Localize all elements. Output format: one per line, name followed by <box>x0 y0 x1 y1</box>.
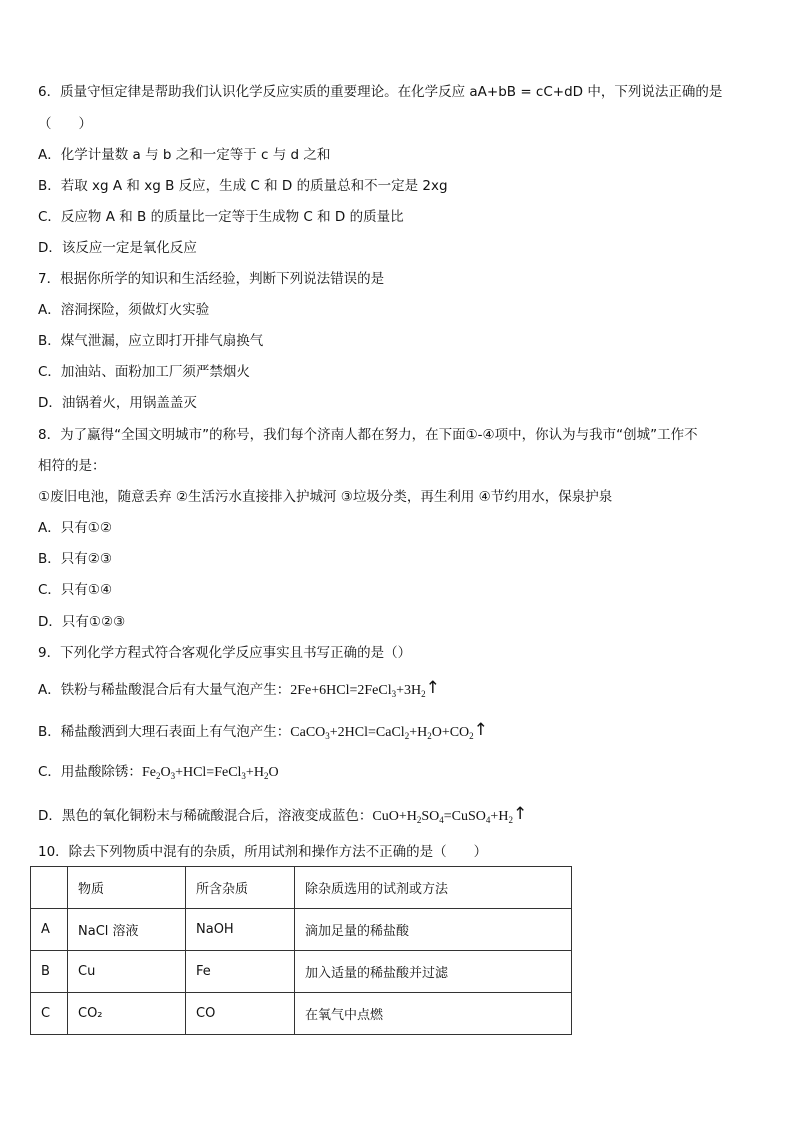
q8-option-c: C．只有①④ <box>38 582 113 598</box>
q6-option-a: A．化学计量数 a 与 b 之和一定等于 c 与 d 之和 <box>38 147 331 163</box>
q9-option-c-equation: $Fe_2O_3+HCl=FeCl_3+H_2O$ <box>141 765 279 781</box>
table-cell: Cu <box>68 951 186 993</box>
gas-arrow-icon: ↑ <box>425 678 440 698</box>
q6-option-c: C．反应物 A 和 B 的质量比一定等于生成物 C 和 D 的质量比 <box>38 209 404 225</box>
q9-option-a-equation: $2Fe+6HCl=2FeCl_3+3H_2$ <box>290 683 426 699</box>
q9-option-b-text: B．稀盐酸洒到大理石表面上有气泡产生： <box>38 724 291 740</box>
q7-option-c: C．加油站、面粉加工厂须严禁烟火 <box>38 364 250 380</box>
table-header-cell: 除杂质选用的试剂或方法 <box>295 867 572 909</box>
q7-option-b: B．煤气泄漏，应立即打开排气扇换气 <box>38 333 264 349</box>
q9-option-d-text: D．黑色的氧化铜粉末与稀硫酸混合后，溶液变成蓝色： <box>38 808 373 824</box>
q6-option-b: B．若取 xg A 和 xg B 反应，生成 C 和 D 的质量总和不一定是 2xg <box>38 178 448 194</box>
table-header-cell: 所含杂质 <box>186 867 295 909</box>
table-cell: 滴加足量的稀盐酸 <box>295 909 572 951</box>
table-cell: CO <box>186 993 295 1035</box>
q8-option-b: B．只有②③ <box>38 551 112 567</box>
q7-option-d: D．油锅着火，用锅盖盖灭 <box>38 395 197 411</box>
q9-option-a <box>38 679 440 703</box>
table-cell: A <box>31 909 68 951</box>
table-header-cell: 物质 <box>68 867 186 909</box>
q7-stem: 7．根据你所学的知识和生活经验，判断下列说法错误的是 <box>38 271 385 287</box>
q7-option-a: A．溶洞探险，须做灯火实验 <box>38 302 210 318</box>
q10-stem: 10．除去下列物质中混有的杂质，所用试剂和操作方法不正确的是（ ） <box>38 844 488 860</box>
q8-option-a: A．只有①② <box>38 520 112 536</box>
table-cell: 加入适量的稀盐酸并过滤 <box>295 951 572 993</box>
table-cell: NaOH <box>186 909 295 951</box>
table-cell: B <box>31 951 68 993</box>
q9-option-c-text: C．用盐酸除锈： <box>38 764 142 780</box>
q6-paren: （ ） <box>38 116 92 132</box>
table-header-cell <box>31 867 68 909</box>
table-row <box>31 951 572 993</box>
table-cell: C <box>31 993 68 1035</box>
q8-stem-line1: 8．为了赢得“全国文明城市”的称号，我们每个济南人都在努力，在下面①-④项中，你认为与我市“创城”工作不 <box>38 427 698 443</box>
q8-stem-line2: 相符的是： <box>38 458 106 474</box>
q8-items: ①废旧电池，随意丢弃 ②生活污水直接排入护城河 ③垃圾分类，再生利用 ④节约用水，保泉护泉 <box>38 489 613 505</box>
q10-table <box>30 866 572 1035</box>
q9-option-d <box>38 805 527 829</box>
table-row <box>31 909 572 951</box>
q6-stem: 6．质量守恒定律是帮助我们认识化学反应实质的重要理论。在化学反应 aA+bB = cC+dD 中，下列说法正确的是 <box>38 84 723 100</box>
table-cell: 在氧气中点燃 <box>295 993 572 1035</box>
q9-option-d-equation: $CuO+H_2SO_4=CuSO_4+H_2$ <box>372 809 513 825</box>
q9-option-c <box>38 763 279 785</box>
q9-stem: 9．下列化学方程式符合客观化学反应事实且书写正确的是（） <box>38 645 412 661</box>
q9-option-b-equation: $CaCO_3+2HCl=CaCl_2+H_2O+CO_2$ <box>290 725 474 741</box>
table-header-row <box>31 867 572 909</box>
table-cell: CO₂ <box>68 993 186 1035</box>
gas-arrow-icon: ↑ <box>473 720 488 740</box>
q6-option-d: D．该反应一定是氧化反应 <box>38 240 197 256</box>
table-cell: Fe <box>186 951 295 993</box>
table-cell: NaCl 溶液 <box>68 909 186 951</box>
q9-option-a-text: A．铁粉与稀盐酸混合后有大量气泡产生： <box>38 682 291 698</box>
q8-option-d: D．只有①②③ <box>38 614 126 630</box>
q9-option-b <box>38 721 488 745</box>
table-row <box>31 993 572 1035</box>
gas-arrow-icon: ↑ <box>512 804 528 824</box>
